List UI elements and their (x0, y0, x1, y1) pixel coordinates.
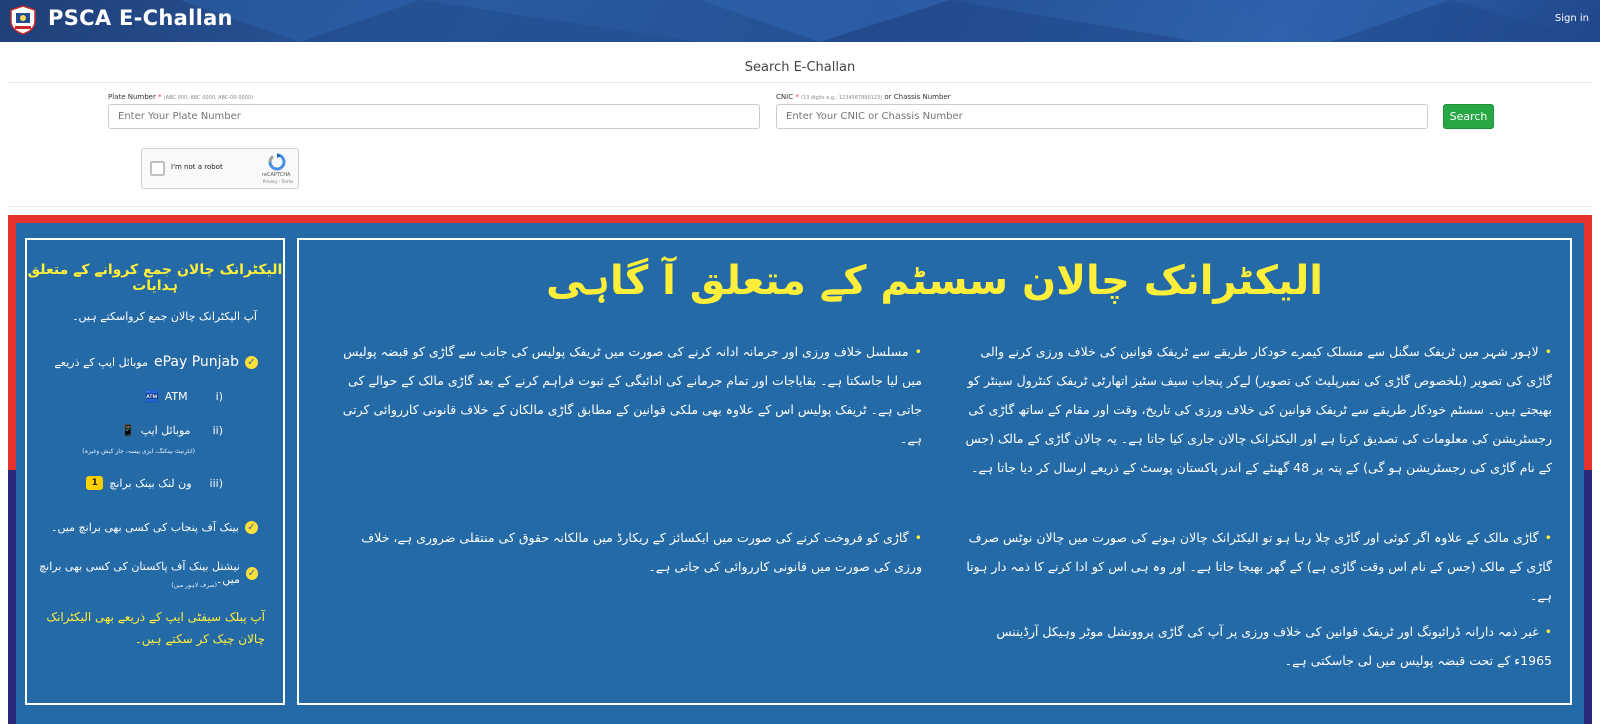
option-number: (ii (212, 424, 223, 437)
onelink-option (86, 476, 223, 490)
onelink-label: ون لنک بینک برانچ (109, 476, 192, 490)
mobile-app-label: موبائل ایپ (140, 424, 191, 437)
national-bank-text: نیشنل بینک آف پاکستان کی کسی بھی برانچ میں۔ (39, 560, 240, 586)
recaptcha-label: I'm not a robot (171, 163, 223, 171)
epay-option-text: موبائل ایپ کے ذریعے (54, 355, 148, 369)
cnic-label: CNIC * (13 digits e.g., 1234567890123) or Chassis Number (776, 93, 951, 101)
awareness-title: الیکٹرانک چالان سسٹم کے متعلق آ گاہی (546, 258, 1323, 304)
awareness-bullet-2: •مسلسل خلاف ورزی اور جرمانہ ادانہ کرنے کی صورت میں ٹریفک پولیس کی جانب سے گاڑی کو قبضہ پولیس میں لیا جاسکتا ہے۔ بقایاجات اور تمام جرمانے کی ادائیگی کے ثبوت فراہم کرنے کے بعد گاڑی مالک کے حوالے کی جاتی ہے۔ ٹریفک پولیس اس کے علاوہ بھی ملکی قوانین کے مطابق گاڑی مالکان کے خلاف قانونی کارروائی کرتی ہے۔ (342, 344, 922, 446)
bullet-dot: • (914, 530, 922, 545)
plate-number-label: Plate Number * (ABC 000, ABC 0000, ABC-00-0000) (108, 93, 253, 101)
divider (8, 82, 1592, 83)
recaptcha-brand: reCAPTCHA (262, 172, 291, 178)
top-navbar (0, 0, 1600, 42)
public-safety-app-note: آپ پبلک سیفٹی ایپ کے ذریعے بھی الیکٹرانک چالان چیک کر سکتے ہیں۔ (46, 610, 265, 646)
check-icon: ✓ (245, 356, 258, 369)
navbar-pattern (0, 0, 1600, 42)
bullet-dot: • (1544, 530, 1552, 545)
cnic-chassis-input[interactable] (776, 104, 1428, 129)
sign-in-link[interactable]: Sign in (1554, 13, 1589, 24)
awareness-bullet-5: •غیر ذمہ دارانہ ڈرائیونگ اور ٹریفک قوانین کی خلاف ورزی پر آپ کی گاڑی پروونشل موٹر وہیکل آرڈیننس 1965ء کے تحت قبضہ پولیس میں لی جاسکتی ہے۔ (996, 624, 1552, 668)
recaptcha-logo-icon (267, 153, 287, 171)
awareness-bullet-1: •لاہور شہر میں ٹریفک سگنل سے منسلک کیمرے خودکار طریقے سے ٹریفک قوانین کی خلاف ورزی کرنے والی گاڑی کی تصویر (بلخصوص گاڑی کی نمبرپلیٹ کی تصویر) لےکر پنجاب سیف سٹیز اتھارٹی ٹریفک کنٹرول سینٹر کو بھیجتے ہیں۔ سسٹم خودکار طریقے سے ٹریفک قوانین کی خلاف ورزی کی تاریخ، وقت اور مقام کے ساتھ گاڑی کی رجسٹریشن کی معلومات کی تصدیق کرتا ہے اور الیکٹرانک چالان جاری کیا جاتا ہے۔ یہ چالان گاڑی کے مالک (جس کے نام گاڑی کی رجسٹریشن ہو گی) کے پتہ پر 48 گھنٹے کے اندر پاکستان پوسٹ کے ذریعے ارسال کر دیا جاتا ہے۔ (965, 344, 1552, 475)
payment-instructions-panel (25, 238, 285, 705)
national-bank-option (27, 560, 258, 586)
echallan-awareness-panel (297, 238, 1572, 705)
plate-number-input[interactable] (108, 104, 760, 129)
onelink-logo-icon: 1 (86, 476, 103, 490)
bullet-dot: • (1544, 344, 1552, 359)
option-number: (i (215, 390, 223, 403)
check-icon: ✓ (245, 521, 258, 534)
bank-of-punjab-option (51, 521, 258, 534)
psca-logo-icon[interactable] (9, 5, 37, 35)
payment-intro-text: آپ الیکٹرانک چالان جمع کرواسکتے ہیں۔ (72, 310, 257, 323)
search-button[interactable]: Search (1443, 104, 1494, 129)
bank-of-punjab-text: بینک آف پنجاب کی کسی بھی برانچ میں۔ (51, 521, 239, 534)
atm-option (145, 390, 223, 403)
epay-app-name: ePay Punjab (153, 354, 239, 370)
mobile-app-option (121, 424, 223, 437)
mobile-phone-icon: 📱 (121, 424, 135, 437)
search-heading: Search E-Challan (744, 60, 856, 75)
atm-icon: 🏧 (145, 390, 159, 403)
bullet-dot: • (914, 344, 922, 359)
recaptcha-widget (141, 148, 299, 189)
divider (8, 206, 1592, 207)
app-title[interactable]: PSCA E-Challan (48, 6, 233, 30)
lahore-only-note: (صرف لاہور میں) (171, 582, 217, 589)
epay-punjab-option (54, 354, 258, 370)
atm-label: ATM (164, 390, 188, 403)
payment-instructions-title: الیکٹرانک چالان جمع کروانے کے متعلق ہدایات (27, 262, 283, 294)
bullet-dot: • (1544, 624, 1552, 639)
check-icon: ✓ (247, 567, 257, 579)
option-number: (iii (209, 476, 223, 490)
recaptcha-terms-link[interactable]: Privacy - Terms (263, 179, 294, 184)
mobile-app-subtext: (انٹرنیٹ بینکنگ، ایزی پیسہ، جاز کیش وغیرہ) (82, 448, 195, 455)
recaptcha-checkbox[interactable] (150, 161, 165, 176)
awareness-bullet-4: •گاڑی کو فروخت کرنے کی صورت میں ایکسائز کے ریکارڈ میں مالکانہ حقوق کی منتقلی ضروری ہے، خلاف ورزی کی صورت میں قانونی کارروائی کی جاتی ہے۔ (361, 530, 922, 574)
awareness-bullet-3: •گاڑی مالک کے علاوہ اگر کوئی اور گاڑی چلا رہا ہو تو الیکٹرانک چالان ہونے کی صورت میں چالان نوٹس صرف گاڑی کے مالک (جس کے نام اس وقت گاڑی ہے) کے گھر بھیجا جاتا ہے۔ اور وہ ہی اس کو ادا کرنے کا ذمہ دار ہوتا ہے۔ (966, 530, 1552, 603)
